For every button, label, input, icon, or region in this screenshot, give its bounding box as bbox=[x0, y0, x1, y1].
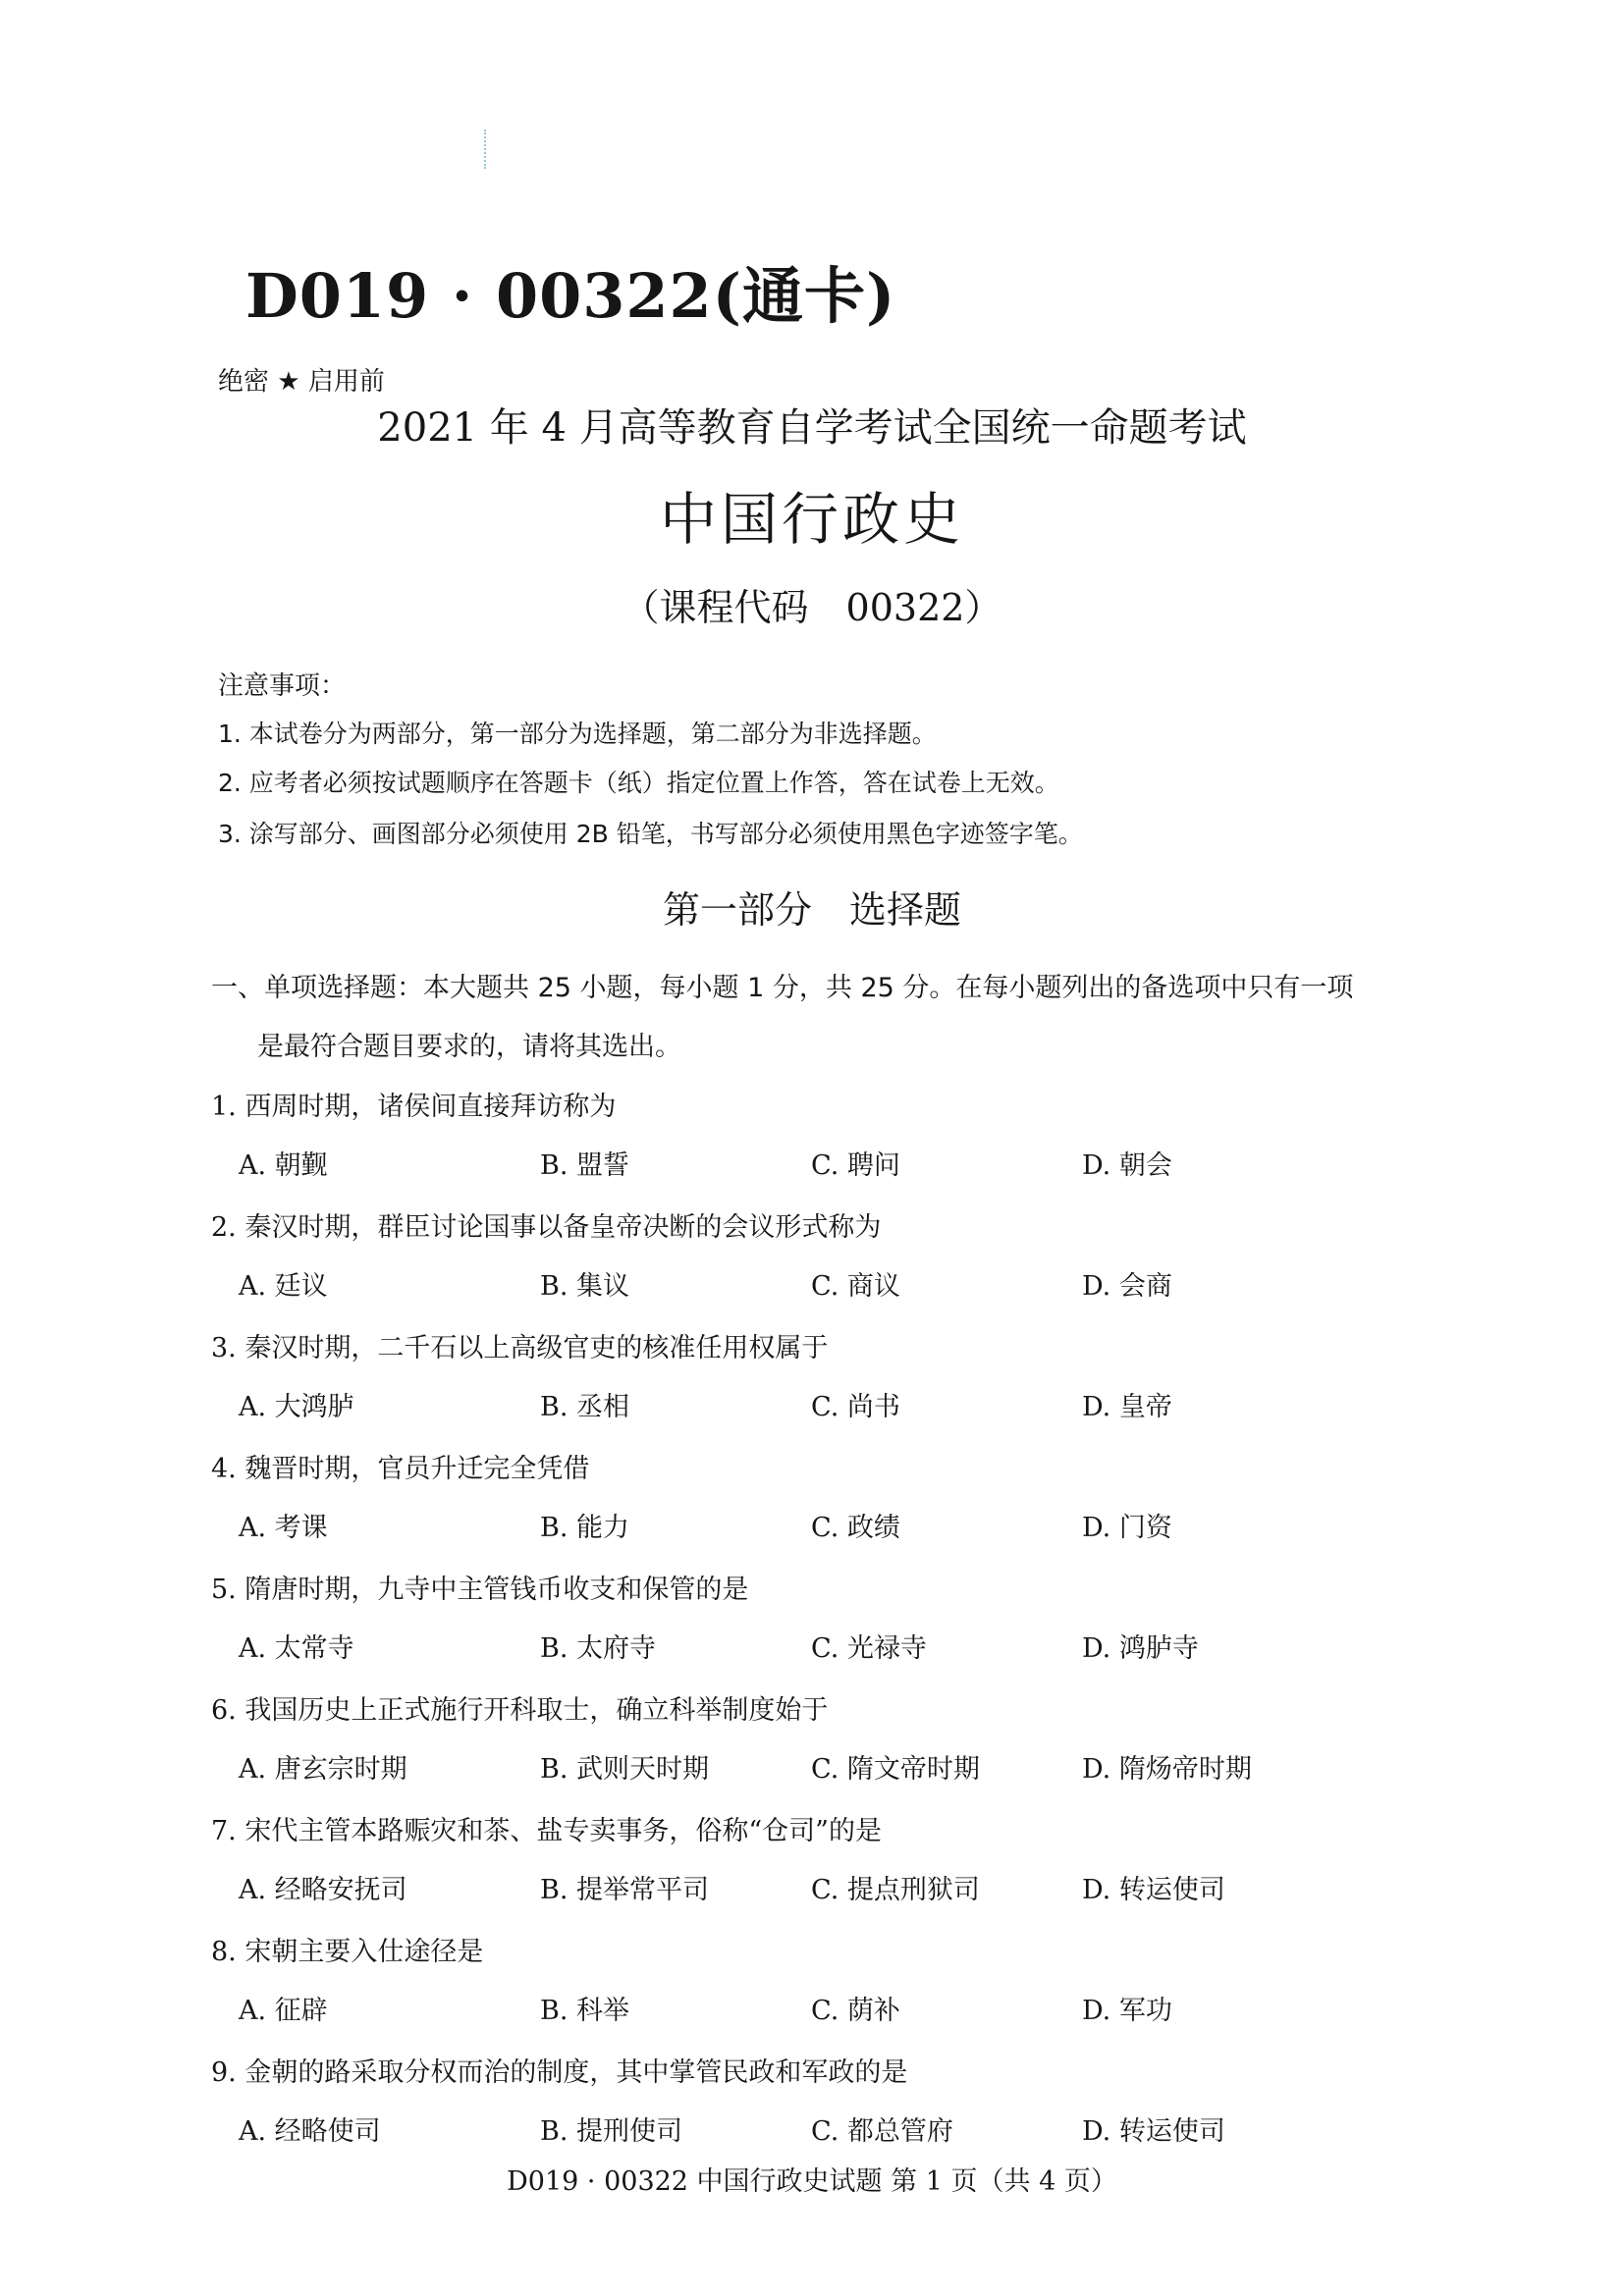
answer-option: D. 隋炀帝时期 bbox=[1082, 1754, 1252, 1785]
answer-option: C. 商议 bbox=[811, 1271, 900, 1302]
course-code: （课程代码 00322） bbox=[622, 586, 1002, 629]
answer-option: D. 门资 bbox=[1082, 1513, 1172, 1543]
notice-item: 2. 应考者必须按试题顺序在答题卡（纸）指定位置上作答，答在试卷上无效。 bbox=[218, 769, 1059, 797]
answer-option: A. 大鸿胪 bbox=[239, 1392, 354, 1422]
question-text: 1. 西周时期，诸侯间直接拜访称为 bbox=[211, 1092, 617, 1122]
answer-option: C. 聘问 bbox=[811, 1150, 900, 1181]
answer-option: D. 鸿胪寺 bbox=[1082, 1633, 1199, 1664]
answer-option: C. 隋文帝时期 bbox=[811, 1754, 980, 1785]
answer-option: B. 盟誓 bbox=[540, 1150, 630, 1181]
question-text: 8. 宋朝主要入仕途径是 bbox=[211, 1937, 484, 1967]
answer-option: D. 朝会 bbox=[1082, 1150, 1172, 1181]
answer-option: B. 能力 bbox=[540, 1513, 630, 1543]
answer-option: D. 皇帝 bbox=[1082, 1392, 1172, 1422]
answer-option: C. 荫补 bbox=[811, 1996, 900, 2026]
section-instruction: 一、单项选择题：本大题共 25 小题，每小题 1 分，共 25 分。在每小题列出的备选项中只有一项 bbox=[211, 973, 1354, 1003]
answer-option: C. 都总管府 bbox=[811, 2116, 953, 2147]
answer-option: A. 朝觐 bbox=[239, 1150, 328, 1181]
answer-option: C. 光禄寺 bbox=[811, 1633, 927, 1664]
answer-option: C. 尚书 bbox=[811, 1392, 900, 1422]
question-text: 7. 宋代主管本路赈灾和茶、盐专卖事务，俗称“仓司”的是 bbox=[211, 1816, 882, 1846]
notice-item: 1. 本试卷分为两部分，第一部分为选择题，第二部分为非选择题。 bbox=[218, 720, 937, 748]
exam-title: 2021 年 4 月高等教育自学考试全国统一命题考试 bbox=[377, 405, 1247, 451]
subject-title: 中国行政史 bbox=[659, 486, 964, 553]
question-text: 6. 我国历史上正式施行开科取士，确立科举制度始于 bbox=[211, 1695, 829, 1726]
answer-option: A. 经略使司 bbox=[239, 2116, 381, 2147]
question-text: 4. 魏晋时期，官员升迁完全凭借 bbox=[211, 1454, 590, 1484]
question-text: 2. 秦汉时期，群臣讨论国事以备皇帝决断的会议形式称为 bbox=[211, 1212, 882, 1243]
answer-option: A. 征辟 bbox=[239, 1996, 328, 2026]
notice-item: 3. 涂写部分、画图部分必须使用 2B 铅笔，书写部分必须使用黑色字迹签字笔。 bbox=[218, 820, 1083, 848]
answer-option: B. 提刑使司 bbox=[540, 2116, 683, 2147]
answer-option: B. 集议 bbox=[540, 1271, 630, 1302]
scan-speck bbox=[484, 130, 490, 169]
answer-option: B. 武则天时期 bbox=[540, 1754, 710, 1785]
answer-option: B. 丞相 bbox=[540, 1392, 630, 1422]
question-text: 9. 金朝的路采取分权而治的制度，其中掌管民政和军政的是 bbox=[211, 2057, 908, 2088]
section-instruction-cont: 是最符合题目要求的，请将其选出。 bbox=[257, 1032, 681, 1062]
confidential-mark: 绝密 ★ 启用前 bbox=[218, 367, 385, 397]
part-title: 第一部分 选择题 bbox=[662, 888, 961, 932]
answer-option: D. 军功 bbox=[1082, 1996, 1172, 2026]
answer-option: D. 转运使司 bbox=[1082, 2116, 1225, 2147]
answer-option: D. 转运使司 bbox=[1082, 1875, 1225, 1905]
answer-option: D. 会商 bbox=[1082, 1271, 1172, 1302]
answer-option: C. 政绩 bbox=[811, 1513, 900, 1543]
page-footer: D019 · 00322 中国行政史试题 第 1 页（共 4 页） bbox=[507, 2166, 1117, 2197]
notice-heading: 注意事项： bbox=[218, 671, 347, 701]
answer-option: B. 太府寺 bbox=[540, 1633, 657, 1664]
answer-option: C. 提点刑狱司 bbox=[811, 1875, 980, 1905]
question-text: 5. 隋唐时期，九寺中主管钱币收支和保管的是 bbox=[211, 1575, 749, 1605]
paper-code: D019 · 00322(通卡) bbox=[245, 260, 896, 332]
answer-option: A. 唐玄宗时期 bbox=[239, 1754, 407, 1785]
answer-option: B. 科举 bbox=[540, 1996, 630, 2026]
question-text: 3. 秦汉时期，二千石以上高级官吏的核准任用权属于 bbox=[211, 1333, 829, 1363]
answer-option: A. 经略安抚司 bbox=[239, 1875, 407, 1905]
answer-option: B. 提举常平司 bbox=[540, 1875, 710, 1905]
answer-option: A. 太常寺 bbox=[239, 1633, 354, 1664]
answer-option: A. 廷议 bbox=[239, 1271, 328, 1302]
answer-option: A. 考课 bbox=[239, 1513, 328, 1543]
